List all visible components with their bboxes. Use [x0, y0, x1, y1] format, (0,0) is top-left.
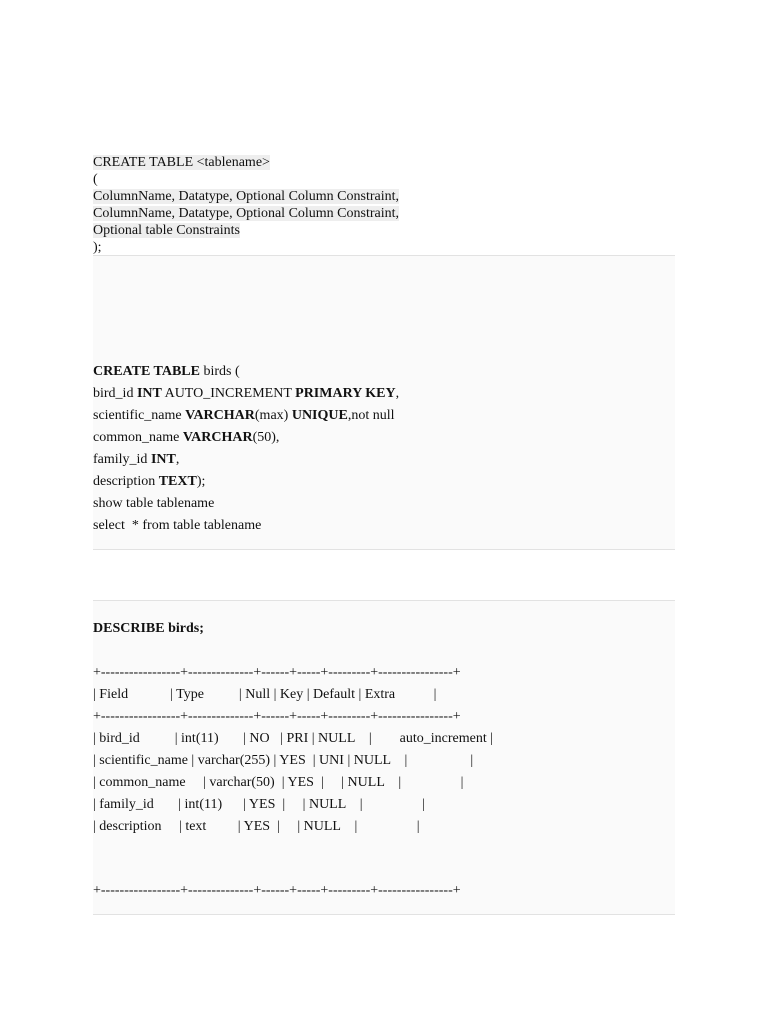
- create-table-syntax: [93, 154, 399, 256]
- table-row: | scientific_name | varchar(255) | YES | UNI | NULL | |: [93, 753, 474, 768]
- syntax-line: ColumnName, Datatype, Optional Column Constraint,: [93, 189, 400, 204]
- code-line: bird_id INT AUTO_INCREMENT PRIMARY KEY,: [93, 386, 400, 401]
- code-line: description TEXT);: [93, 474, 206, 489]
- table-border: +-----------------+--------------+------+-----+---------+----------------+: [93, 883, 461, 898]
- describe-output-block: [93, 600, 675, 915]
- table-border: +-----------------+--------------+------+-----+---------+----------------+: [93, 665, 461, 680]
- table-border: +-----------------+--------------+------+-----+---------+----------------+: [93, 709, 461, 724]
- create-table-example-block: [93, 255, 675, 550]
- code-line: select * from table tablename: [93, 518, 262, 533]
- code-line: scientific_name VARCHAR(max) UNIQUE,not null: [93, 408, 395, 423]
- describe-command: DESCRIBE birds;: [93, 621, 204, 636]
- code-line: show table tablename: [93, 496, 215, 511]
- syntax-line: ColumnName, Datatype, Optional Column Constraint,: [93, 206, 400, 221]
- code-line: CREATE TABLE birds (: [93, 364, 240, 379]
- table-row: | common_name | varchar(50) | YES | | NULL | |: [93, 775, 464, 790]
- syntax-line: CREATE TABLE <tablename>: [93, 155, 270, 170]
- table-row: | bird_id | int(11) | NO | PRI | NULL | auto_increment |: [93, 731, 494, 746]
- syntax-line: Optional table Constraints: [93, 223, 240, 238]
- syntax-line: (: [93, 172, 98, 187]
- code-line: common_name VARCHAR(50),: [93, 430, 280, 445]
- syntax-line: );: [93, 240, 102, 255]
- table-header: | Field | Type | Null | Key | Default | Extra |: [93, 687, 437, 702]
- table-row: | family_id | int(11) | YES | | NULL | |: [93, 797, 425, 812]
- code-line: family_id INT,: [93, 452, 180, 467]
- table-row: | description | text | YES | | NULL | |: [93, 819, 420, 834]
